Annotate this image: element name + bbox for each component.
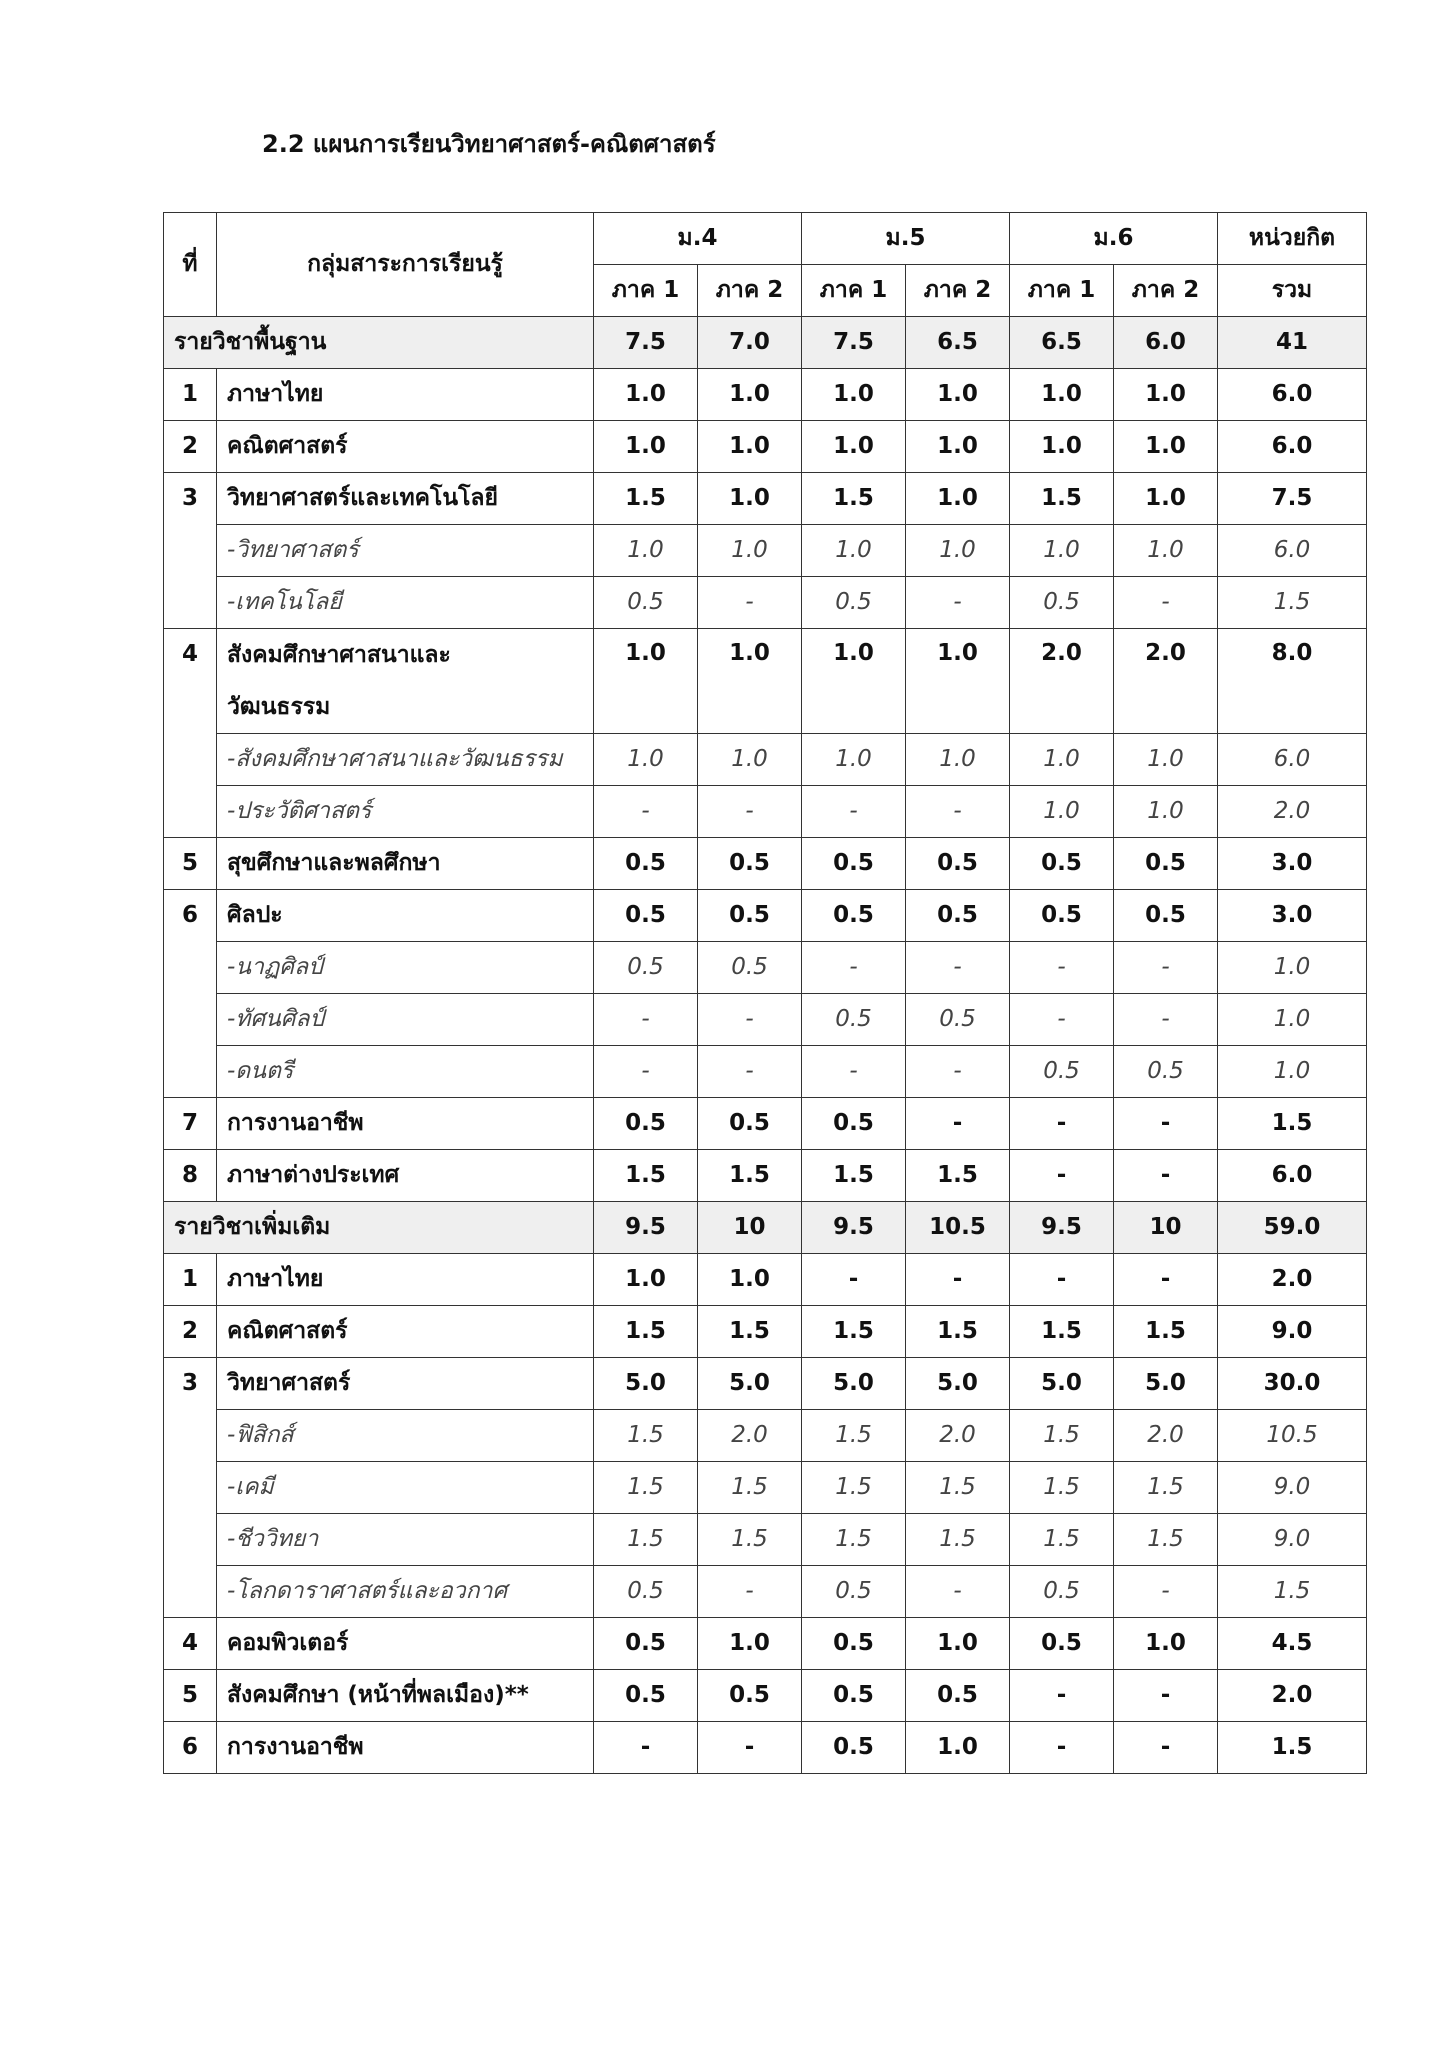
subject-name: ภาษาไทย (217, 369, 594, 421)
row-number: 1 (164, 1254, 217, 1306)
credit-cell: 10 (1114, 1202, 1218, 1254)
credit-cell: 0.5 (802, 838, 906, 890)
total-cell: 1.0 (1218, 994, 1367, 1046)
credit-cell: - (594, 786, 698, 838)
credit-cell: 1.0 (594, 421, 698, 473)
row-number: 6 (164, 1722, 217, 1774)
sub-row (164, 1410, 1367, 1462)
credit-cell: 0.5 (802, 577, 906, 629)
credit-cell: 1.5 (698, 1150, 802, 1202)
row-number: 3 (164, 473, 217, 629)
credit-cell: - (906, 1046, 1010, 1098)
table-row (164, 1722, 1367, 1774)
section-label: รายวิชาเพิ่มเติม (164, 1202, 594, 1254)
subject-name: คอมพิวเตอร์ (217, 1618, 594, 1670)
credit-cell: 2.0 (1010, 629, 1114, 734)
sub-row (164, 1566, 1367, 1618)
total-cell: 1.5 (1218, 577, 1367, 629)
credit-cell: 1.0 (594, 734, 698, 786)
credit-cell: 9.5 (594, 1202, 698, 1254)
table-row (164, 421, 1367, 473)
credit-cell: 5.0 (594, 1358, 698, 1410)
subject-name: สังคมศึกษา (หน้าที่พลเมือง)** (217, 1670, 594, 1722)
col-header-term: ภาค 1 (802, 265, 906, 317)
credit-cell: 1.5 (698, 1462, 802, 1514)
credit-cell: 1.0 (594, 1254, 698, 1306)
credit-cell: 1.5 (802, 1150, 906, 1202)
credit-cell: 1.5 (1010, 1306, 1114, 1358)
credit-cell: - (698, 1566, 802, 1618)
credit-cell: 0.5 (802, 1670, 906, 1722)
credit-cell: 1.0 (906, 473, 1010, 525)
credit-cell: - (1114, 942, 1218, 994)
credit-cell: 1.0 (1010, 525, 1114, 577)
credit-cell: 1.0 (698, 1618, 802, 1670)
credit-cell: 0.5 (906, 1670, 1010, 1722)
credit-cell: 0.5 (1010, 890, 1114, 942)
credit-cell: 5.0 (906, 1358, 1010, 1410)
credit-cell: 1.0 (698, 525, 802, 577)
credit-cell: 1.5 (1010, 1514, 1114, 1566)
credit-cell: - (906, 942, 1010, 994)
credit-cell: 7.5 (594, 317, 698, 369)
sub-row (164, 786, 1367, 838)
row-number: 4 (164, 1618, 217, 1670)
sub-row (164, 1514, 1367, 1566)
credit-cell: 1.5 (802, 1514, 906, 1566)
subject-name: คณิตศาสตร์ (217, 1306, 594, 1358)
credit-cell: 1.0 (698, 421, 802, 473)
header-row-grades (164, 213, 1367, 265)
table-row (164, 1670, 1367, 1722)
col-header-subject-group: กลุ่มสาระการเรียนรู้ (217, 213, 594, 317)
sub-subject-name: -โลกดาราศาสตร์และอวกาศ (217, 1566, 594, 1618)
credit-cell: - (1114, 1566, 1218, 1618)
credit-cell: 0.5 (1010, 838, 1114, 890)
row-number: 2 (164, 421, 217, 473)
sub-subject-name: -ดนตรี (217, 1046, 594, 1098)
sub-subject-name: -ชีววิทยา (217, 1514, 594, 1566)
credit-cell: 1.5 (906, 1462, 1010, 1514)
credit-cell: - (1010, 1150, 1114, 1202)
credit-cell: 0.5 (1114, 1046, 1218, 1098)
credit-cell: 1.0 (1114, 1618, 1218, 1670)
row-number: 5 (164, 1670, 217, 1722)
sub-row (164, 734, 1367, 786)
credit-cell: 1.0 (1010, 421, 1114, 473)
total-cell: 6.0 (1218, 734, 1367, 786)
credit-cell: 0.5 (1114, 890, 1218, 942)
col-header-total-line2: รวม (1218, 265, 1367, 317)
credit-cell: - (1010, 1254, 1114, 1306)
subject-name (217, 629, 594, 734)
credit-cell: 5.0 (1010, 1358, 1114, 1410)
table-row (164, 1098, 1367, 1150)
row-number: 7 (164, 1098, 217, 1150)
credit-cell: - (1114, 577, 1218, 629)
section-label: รายวิชาพื้นฐาน (164, 317, 594, 369)
credit-cell: - (1114, 1098, 1218, 1150)
total-cell: 3.0 (1218, 890, 1367, 942)
sub-row (164, 1462, 1367, 1514)
credit-cell: - (594, 1046, 698, 1098)
credit-cell: 1.0 (906, 525, 1010, 577)
col-header-term: ภาค 2 (698, 265, 802, 317)
row-number: 1 (164, 369, 217, 421)
credit-cell: 1.0 (1114, 369, 1218, 421)
credit-cell: 1.0 (802, 369, 906, 421)
credit-cell: - (802, 1254, 906, 1306)
total-cell: 9.0 (1218, 1306, 1367, 1358)
credit-cell: 0.5 (802, 1566, 906, 1618)
credit-cell: 1.0 (906, 1618, 1010, 1670)
credit-cell: - (906, 1098, 1010, 1150)
credit-cell: 5.0 (698, 1358, 802, 1410)
credit-cell: 9.5 (1010, 1202, 1114, 1254)
page-title: 2.2 แผนการเรียนวิทยาศาสตร์-คณิตศาสตร์ (262, 130, 716, 158)
credit-cell: - (1010, 1098, 1114, 1150)
credit-cell: - (906, 786, 1010, 838)
credit-cell: - (1114, 1254, 1218, 1306)
total-cell: 1.5 (1218, 1566, 1367, 1618)
row-number: 3 (164, 1358, 217, 1618)
credit-cell: - (1114, 1150, 1218, 1202)
total-cell: 3.0 (1218, 838, 1367, 890)
total-cell: 2.0 (1218, 786, 1367, 838)
credit-cell: 0.5 (594, 838, 698, 890)
total-cell: 41 (1218, 317, 1367, 369)
section-row-basic (164, 317, 1367, 369)
credit-cell: 9.5 (802, 1202, 906, 1254)
credit-cell: 1.0 (1114, 421, 1218, 473)
sub-subject-name: -สังคมศึกษาศาสนาและวัฒนธรรม (217, 734, 594, 786)
total-cell: 6.0 (1218, 369, 1367, 421)
credit-cell: - (906, 1254, 1010, 1306)
credit-cell: 0.5 (594, 577, 698, 629)
row-number: 4 (164, 629, 217, 838)
credit-cell: 0.5 (1114, 838, 1218, 890)
credit-cell: 0.5 (1010, 1566, 1114, 1618)
credit-cell: 1.0 (698, 369, 802, 421)
credit-cell: - (802, 942, 906, 994)
subject-name-line: สังคมศึกษาศาสนาและ (227, 642, 451, 668)
total-cell: 30.0 (1218, 1358, 1367, 1410)
subject-name: ภาษาไทย (217, 1254, 594, 1306)
subject-name: การงานอาชีพ (217, 1098, 594, 1150)
credit-cell: 6.5 (1010, 317, 1114, 369)
credit-cell: 1.5 (906, 1306, 1010, 1358)
total-cell: 1.0 (1218, 942, 1367, 994)
sub-subject-name: -เทคโนโลยี (217, 577, 594, 629)
total-cell: 10.5 (1218, 1410, 1367, 1462)
credit-cell: 0.5 (1010, 577, 1114, 629)
table-row (164, 629, 1367, 734)
credit-cell: 1.0 (802, 629, 906, 734)
sub-row (164, 525, 1367, 577)
total-cell: 59.0 (1218, 1202, 1367, 1254)
credit-cell: 1.5 (802, 1410, 906, 1462)
credit-cell: 10.5 (906, 1202, 1010, 1254)
subject-name-line: วัฒนธรรม (227, 694, 331, 720)
credit-cell: - (698, 1722, 802, 1774)
total-cell: 2.0 (1218, 1670, 1367, 1722)
sub-row (164, 942, 1367, 994)
col-header-grade: ม.4 (594, 213, 802, 265)
sub-row (164, 577, 1367, 629)
table-row (164, 1306, 1367, 1358)
credit-cell: - (1010, 1670, 1114, 1722)
credit-cell: 0.5 (594, 1670, 698, 1722)
total-cell: 1.0 (1218, 1046, 1367, 1098)
credit-cell: 1.0 (698, 734, 802, 786)
credit-cell: 1.5 (802, 473, 906, 525)
credit-cell: 1.5 (1114, 1462, 1218, 1514)
credit-cell: 2.0 (698, 1410, 802, 1462)
credit-cell: - (1114, 994, 1218, 1046)
table-row (164, 369, 1367, 421)
credit-cell: 1.5 (698, 1306, 802, 1358)
credit-cell: - (1010, 1722, 1114, 1774)
sub-subject-name: -ฟิสิกส์ (217, 1410, 594, 1462)
row-number: 2 (164, 1306, 217, 1358)
col-header-term: ภาค 1 (1010, 265, 1114, 317)
credit-cell: 1.0 (802, 421, 906, 473)
credit-cell: 0.5 (698, 942, 802, 994)
credit-cell: 1.5 (594, 1306, 698, 1358)
row-number: 5 (164, 838, 217, 890)
credit-cell: 5.0 (802, 1358, 906, 1410)
subject-name: การงานอาชีพ (217, 1722, 594, 1774)
credit-cell: 1.0 (1114, 734, 1218, 786)
credit-cell: 6.5 (906, 317, 1010, 369)
credit-cell: - (906, 577, 1010, 629)
credit-cell: 1.0 (1010, 734, 1114, 786)
credit-cell: 1.0 (594, 369, 698, 421)
subject-name: วิทยาศาสตร์และเทคโนโลยี (217, 473, 594, 525)
credit-cell: 1.5 (1114, 1514, 1218, 1566)
credit-cell: 0.5 (802, 994, 906, 1046)
credit-cell: 1.0 (906, 421, 1010, 473)
total-cell: 4.5 (1218, 1618, 1367, 1670)
subject-name: วิทยาศาสตร์ (217, 1358, 594, 1410)
section-row-additional (164, 1202, 1367, 1254)
total-cell: 1.5 (1218, 1098, 1367, 1150)
credit-cell: 1.5 (594, 1462, 698, 1514)
subject-name: คณิตศาสตร์ (217, 421, 594, 473)
credit-cell: 0.5 (594, 1618, 698, 1670)
row-number: 8 (164, 1150, 217, 1202)
credit-cell: 1.0 (906, 629, 1010, 734)
credit-cell: 1.5 (1010, 473, 1114, 525)
credit-cell: 1.0 (594, 629, 698, 734)
subject-name: สุขศึกษาและพลศึกษา (217, 838, 594, 890)
total-cell: 7.5 (1218, 473, 1367, 525)
credit-cell: 2.0 (906, 1410, 1010, 1462)
credit-cell: 1.0 (1010, 369, 1114, 421)
credit-cell: 0.5 (594, 942, 698, 994)
credit-cell: 1.0 (1114, 786, 1218, 838)
credit-cell: 1.0 (906, 1722, 1010, 1774)
table-row (164, 1150, 1367, 1202)
credit-cell: 1.5 (594, 473, 698, 525)
credit-cell: 0.5 (594, 890, 698, 942)
credit-cell: 1.5 (1010, 1462, 1114, 1514)
credit-cell: 5.0 (1114, 1358, 1218, 1410)
total-cell: 8.0 (1218, 629, 1367, 734)
row-number: 6 (164, 890, 217, 1098)
table-row (164, 473, 1367, 525)
credit-cell: 1.0 (1114, 525, 1218, 577)
sub-subject-name: -ประวัติศาสตร์ (217, 786, 594, 838)
credit-cell: - (698, 994, 802, 1046)
credit-cell: 0.5 (698, 1670, 802, 1722)
credit-cell: 0.5 (698, 890, 802, 942)
credit-cell: 1.5 (802, 1306, 906, 1358)
col-header-total-line1: หน่วยกิต (1218, 213, 1367, 265)
credit-cell: 0.5 (802, 1618, 906, 1670)
credit-cell: 1.0 (906, 369, 1010, 421)
sub-subject-name: -ทัศนศิลป์ (217, 994, 594, 1046)
credit-cell: 0.5 (594, 1098, 698, 1150)
col-header-grade: ม.5 (802, 213, 1010, 265)
sub-row (164, 994, 1367, 1046)
credit-cell: 1.5 (594, 1410, 698, 1462)
subject-name: ภาษาต่างประเทศ (217, 1150, 594, 1202)
credit-cell: 1.5 (594, 1150, 698, 1202)
credit-cell: - (594, 994, 698, 1046)
table-row (164, 1358, 1367, 1410)
study-plan-table (163, 212, 1367, 1774)
col-header-term: ภาค 1 (594, 265, 698, 317)
credit-cell: 0.5 (1010, 1046, 1114, 1098)
credit-cell: 6.0 (1114, 317, 1218, 369)
credit-cell: 2.0 (1114, 1410, 1218, 1462)
credit-cell: - (1114, 1722, 1218, 1774)
credit-cell: 0.5 (594, 1566, 698, 1618)
credit-cell: 0.5 (1010, 1618, 1114, 1670)
credit-cell: 1.0 (802, 734, 906, 786)
credit-cell: 0.5 (802, 1098, 906, 1150)
credit-cell: 0.5 (698, 838, 802, 890)
credit-cell: 1.5 (594, 1514, 698, 1566)
credit-cell: 1.0 (1010, 786, 1114, 838)
col-header-term: ภาค 2 (1114, 265, 1218, 317)
credit-cell: 10 (698, 1202, 802, 1254)
sub-subject-name: -นาฏศิลป์ (217, 942, 594, 994)
sub-subject-name: -เคมี (217, 1462, 594, 1514)
credit-cell: 0.5 (802, 890, 906, 942)
sub-row (164, 1046, 1367, 1098)
total-cell: 6.0 (1218, 1150, 1367, 1202)
table-body (164, 317, 1367, 1774)
credit-cell: 1.0 (1114, 473, 1218, 525)
total-cell: 1.5 (1218, 1722, 1367, 1774)
credit-cell: - (802, 1046, 906, 1098)
credit-cell: - (594, 1722, 698, 1774)
credit-cell: 1.0 (698, 629, 802, 734)
col-header-term: ภาค 2 (906, 265, 1010, 317)
table-row (164, 838, 1367, 890)
table-row (164, 1618, 1367, 1670)
table-row (164, 1254, 1367, 1306)
credit-cell: - (802, 786, 906, 838)
credit-cell: - (698, 786, 802, 838)
total-cell: 2.0 (1218, 1254, 1367, 1306)
table-row (164, 890, 1367, 942)
credit-cell: 1.5 (802, 1462, 906, 1514)
credit-cell: 0.5 (698, 1098, 802, 1150)
credit-cell: 1.0 (906, 734, 1010, 786)
total-cell: 9.0 (1218, 1514, 1367, 1566)
credit-cell: 2.0 (1114, 629, 1218, 734)
credit-cell: 1.5 (906, 1150, 1010, 1202)
credit-cell: 0.5 (802, 1722, 906, 1774)
credit-cell: - (698, 1046, 802, 1098)
credit-cell: 1.0 (594, 525, 698, 577)
credit-cell: 0.5 (906, 838, 1010, 890)
credit-cell: 1.0 (698, 1254, 802, 1306)
credit-cell: 1.5 (698, 1514, 802, 1566)
credit-cell: 7.0 (698, 317, 802, 369)
credit-cell: 0.5 (906, 994, 1010, 1046)
credit-cell: - (906, 1566, 1010, 1618)
total-cell: 9.0 (1218, 1462, 1367, 1514)
col-header-grade: ม.6 (1010, 213, 1218, 265)
credit-cell: 1.5 (1114, 1306, 1218, 1358)
credit-cell: - (1010, 942, 1114, 994)
credit-cell: 1.0 (802, 525, 906, 577)
col-header-no: ที่ (164, 213, 217, 317)
credit-cell: - (1114, 1670, 1218, 1722)
total-cell: 6.0 (1218, 525, 1367, 577)
subject-name: ศิลปะ (217, 890, 594, 942)
credit-cell: 1.0 (698, 473, 802, 525)
credit-cell: - (698, 577, 802, 629)
credit-cell: 1.5 (906, 1514, 1010, 1566)
credit-cell: 1.5 (1010, 1410, 1114, 1462)
credit-cell: 0.5 (906, 890, 1010, 942)
credit-cell: - (1010, 994, 1114, 1046)
total-cell: 6.0 (1218, 421, 1367, 473)
sub-subject-name: -วิทยาศาสตร์ (217, 525, 594, 577)
credit-cell: 7.5 (802, 317, 906, 369)
